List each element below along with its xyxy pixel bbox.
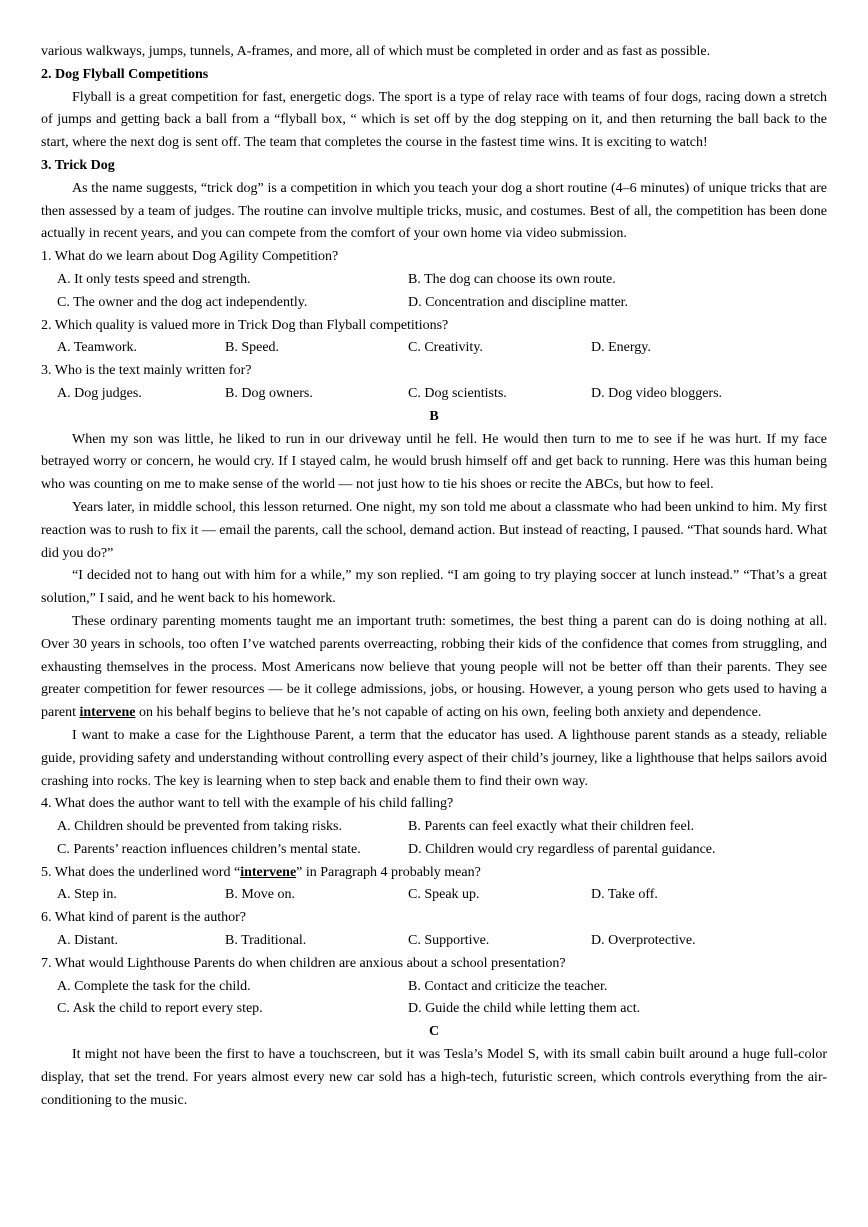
question-5-option-a: A. Step in. <box>57 887 117 903</box>
question-6-stem: 6. What kind of parent is the author? <box>41 910 247 926</box>
passage-a-tail: various walkways, jumps, tunnels, A-frames, and more, all of which must be completed in order and as fast as possible. <box>41 44 711 59</box>
question-4-option-b: B. Parents can feel exactly what their children feel. <box>408 819 695 835</box>
question-2-stem: 2. Which quality is valued more in Trick Dog than Flyball competitions? <box>41 317 449 333</box>
question-1-options-row-1 <box>41 269 827 292</box>
question-1-options-row-2 <box>41 292 827 315</box>
question-1-stem: 1. What do we learn about Dog Agility Competition? <box>41 249 339 265</box>
passage-b-label: B <box>429 408 439 424</box>
question-7-option-c: C. Ask the child to report every step. <box>57 1001 263 1017</box>
question-4-options-row-2 <box>41 839 827 862</box>
document-page <box>41 41 827 1112</box>
question-4-option-c: C. Parents’ reaction influences children’s mental state. <box>57 841 361 857</box>
section-text-trick-dog: As the name suggests, “trick dog” is a competition in which you teach your dog a short routine (4–6 minutes) of unique tricks that are then assessed by a team of judges. The routine can involve multiple tricks, music, and costumes. Best of all, the competition has been done actually in recent years, and you can compete from the comfort of your own home via video submission. <box>41 180 827 242</box>
question-6-option-d: D. Overprotective. <box>591 933 696 949</box>
question-3-option-a: A. Dog judges. <box>57 385 142 401</box>
question-7-option-b: B. Contact and criticize the teacher. <box>408 978 608 994</box>
passage-b-paragraph-2: Years later, in middle school, this lesson returned. One night, my son told me about a classmate who had been unkind to him. My first reaction was to rush to fix it — email the parents, call the school, demand action. But instead of reacting, I paused. “That sounds hard. What did you do?” <box>41 499 827 561</box>
question-2-option-d: D. Energy. <box>591 340 651 356</box>
question-7-option-d: D. Guide the child while letting them act. <box>408 1001 641 1017</box>
question-2-option-a: A. Teamwork. <box>57 340 138 356</box>
question-6-option-b: B. Traditional. <box>225 933 307 949</box>
question-1-option-c: C. The owner and the dog act independently. <box>57 294 308 310</box>
question-2-option-c: C. Creativity. <box>408 340 483 356</box>
section-heading-trick-dog: 3. Trick Dog <box>41 157 115 173</box>
question-1-option-b: B. The dog can choose its own route. <box>408 271 616 287</box>
passage-b-paragraph-5: I want to make a case for the Lighthouse Parent, a term that the educator has used. A lighthouse parent stands as a steady, reliable guide, providing safety and understanding without controlling every aspect of their child’s journey, like a lighthouse that helps sailors avoid crashing into rocks. The key is learning when to step back and enable them to find their own way. <box>41 727 827 789</box>
question-2-option-b: B. Speed. <box>225 340 280 356</box>
question-5-underlined-word: intervene <box>240 864 297 880</box>
section-heading-flyball: 2. Dog Flyball Competitions <box>41 66 209 82</box>
underlined-word-intervene: intervene <box>79 705 136 721</box>
question-4-stem: 4. What does the author want to tell with the example of his child falling? <box>41 796 454 812</box>
question-6-options <box>41 930 827 953</box>
question-3-options <box>41 383 827 406</box>
question-4-options-row-1 <box>41 816 827 839</box>
question-1-option-d: D. Concentration and discipline matter. <box>408 294 629 310</box>
passage-b-paragraph-3: “I decided not to hang out with him for a while,” my son replied. “I am going to try playing soccer at lunch instead.” “That’s a great solution,” I said, and he went back to his homework. <box>41 568 827 607</box>
question-7-options-row-2 <box>41 998 827 1021</box>
question-5-option-d: D. Take off. <box>591 887 658 903</box>
question-3-option-b: B. Dog owners. <box>225 385 313 401</box>
question-1-option-a: A. It only tests speed and strength. <box>57 271 251 287</box>
question-3-option-d: D. Dog video bloggers. <box>591 385 723 401</box>
passage-b-paragraph-4 <box>41 611 827 725</box>
question-5-options <box>41 884 827 907</box>
paragraph-4-text-before: These ordinary parenting moments taught me an important truth: sometimes, the best thing a parent can do is doing nothing at all. Over 30 years in schools, too often I’ve watched parents overreacting, robbing their kids of the confidence that comes from struggling, and exhausting themselves in the process. Most Americans now believe that young people will not be better off than their parents. They see greater competition for fewer resources — be it college admissions, jobs, or housing. However, a young person who gets used to having a parent <box>41 613 827 721</box>
question-6-option-c: C. Supportive. <box>408 933 490 949</box>
question-7-options-row-1 <box>41 976 827 999</box>
question-5-stem <box>41 862 827 885</box>
question-3-option-c: C. Dog scientists. <box>408 385 507 401</box>
question-6-option-a: A. Distant. <box>57 933 119 949</box>
question-4-option-d: D. Children would cry regardless of parental guidance. <box>408 841 716 857</box>
passage-b-paragraph-1: When my son was little, he liked to run in our driveway until he fell. He would then turn to me to see if he was hurt. If my face betrayed worry or concern, he would cry. If I stayed calm, he would brush himself off and get back to running. Here was this human being who was counting on me to make sense of the world — not just how to tie his shoes or recite the ABCs, but how to feel. <box>41 431 827 493</box>
question-5-option-b: B. Move on. <box>225 887 295 903</box>
question-5-stem-before: 5. What does the underlined word “ <box>41 864 241 880</box>
question-5-option-c: C. Speak up. <box>408 887 480 903</box>
paragraph-4-text-after: on his behalf begins to believe that he’s not capable of acting on his own, feeling both anxiety and dependence. <box>135 705 762 721</box>
passage-c-label: C <box>428 1024 440 1040</box>
question-5-stem-after: ” in Paragraph 4 probably mean? <box>296 864 481 880</box>
question-7-option-a: A. Complete the task for the child. <box>57 978 251 994</box>
question-7-stem: 7. What would Lighthouse Parents do when children are anxious about a school presentation? <box>41 955 566 971</box>
question-3-stem: 3. Who is the text mainly written for? <box>41 363 252 379</box>
question-4-option-a: A. Children should be prevented from taking risks. <box>57 819 343 835</box>
passage-c-paragraph-1: It might not have been the first to have a touchscreen, but it was Tesla’s Model S, with its small cabin built around a huge full-color display, that set the trend. For years almost every new car sold has a high-tech, futuristic screen, which controls everything from the air-conditioning to the music. <box>41 1047 827 1108</box>
section-text-flyball: Flyball is a great competition for fast, energetic dogs. The sport is a type of relay race with teams of four dogs, racing down a stretch of jumps and getting back a ball from a “flyball box, “ which is set off by the dog stepping on it, and then returning the ball back to the start, where the next dog is sent off. The team that completes the course in the fastest time wins. It is exciting to watch! <box>41 89 827 151</box>
question-2-options <box>41 337 827 360</box>
